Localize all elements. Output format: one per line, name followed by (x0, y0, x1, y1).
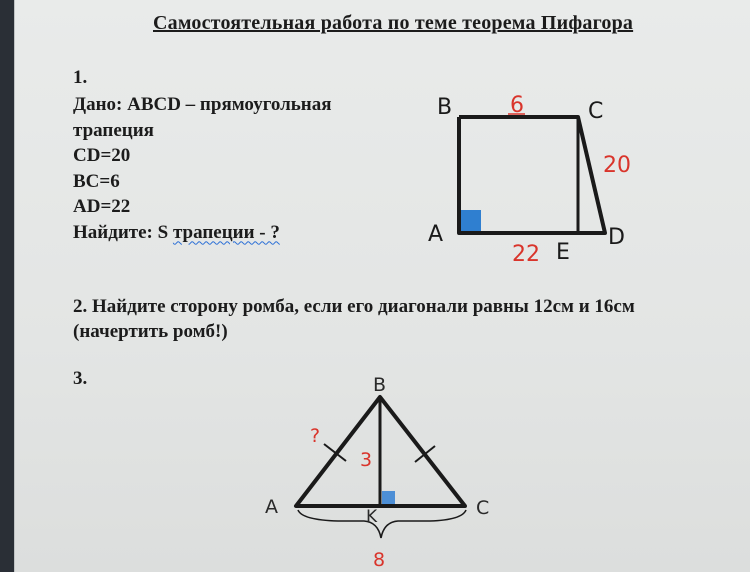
vertex-c-label-3: C (476, 497, 490, 519)
cd-value-label: 20 (603, 153, 631, 178)
problem-2-line-1: 2. Найдите сторону ромба, если его диагонали равны 12см и 16см (73, 296, 635, 317)
find-word: трапеции - ? (172, 221, 280, 243)
vertex-c-label: C (588, 99, 604, 124)
problem-3-number: 3. (73, 368, 88, 389)
vertex-b-label: B (437, 95, 453, 120)
height-value-label: 3 (360, 449, 373, 471)
problem-1-number: 1. (73, 67, 88, 88)
given-line: Дано: ABCD – прямоугольная (73, 94, 332, 115)
ad-line: AD=22 (73, 196, 131, 217)
vertex-d-label: D (608, 225, 625, 250)
problem-2-line-2: (начертить ромб!) (73, 321, 228, 342)
ad-value-label: 22 (512, 242, 540, 267)
vertex-b-label-3: B (373, 374, 387, 396)
cd-line: CD=20 (73, 145, 131, 166)
base-value-label: 8 (373, 549, 386, 571)
worksheet-title: Самостоятельная работа по теме теорема Пифагора (153, 12, 634, 34)
bc-value-label: 6 (510, 93, 524, 118)
bc-line: BC=6 (73, 170, 120, 192)
vertex-a-label: A (428, 222, 444, 247)
find-prefix: Найдите: S (73, 221, 169, 243)
vertex-e-label: E (556, 240, 570, 265)
vertex-k-label: K (366, 507, 378, 527)
base-brace (298, 510, 466, 538)
given-line-2: трапеция (73, 119, 154, 141)
vertex-a-label-3: A (265, 496, 278, 518)
side-ab-question-label: ? (310, 425, 321, 447)
right-angle-marker-k (382, 491, 395, 504)
